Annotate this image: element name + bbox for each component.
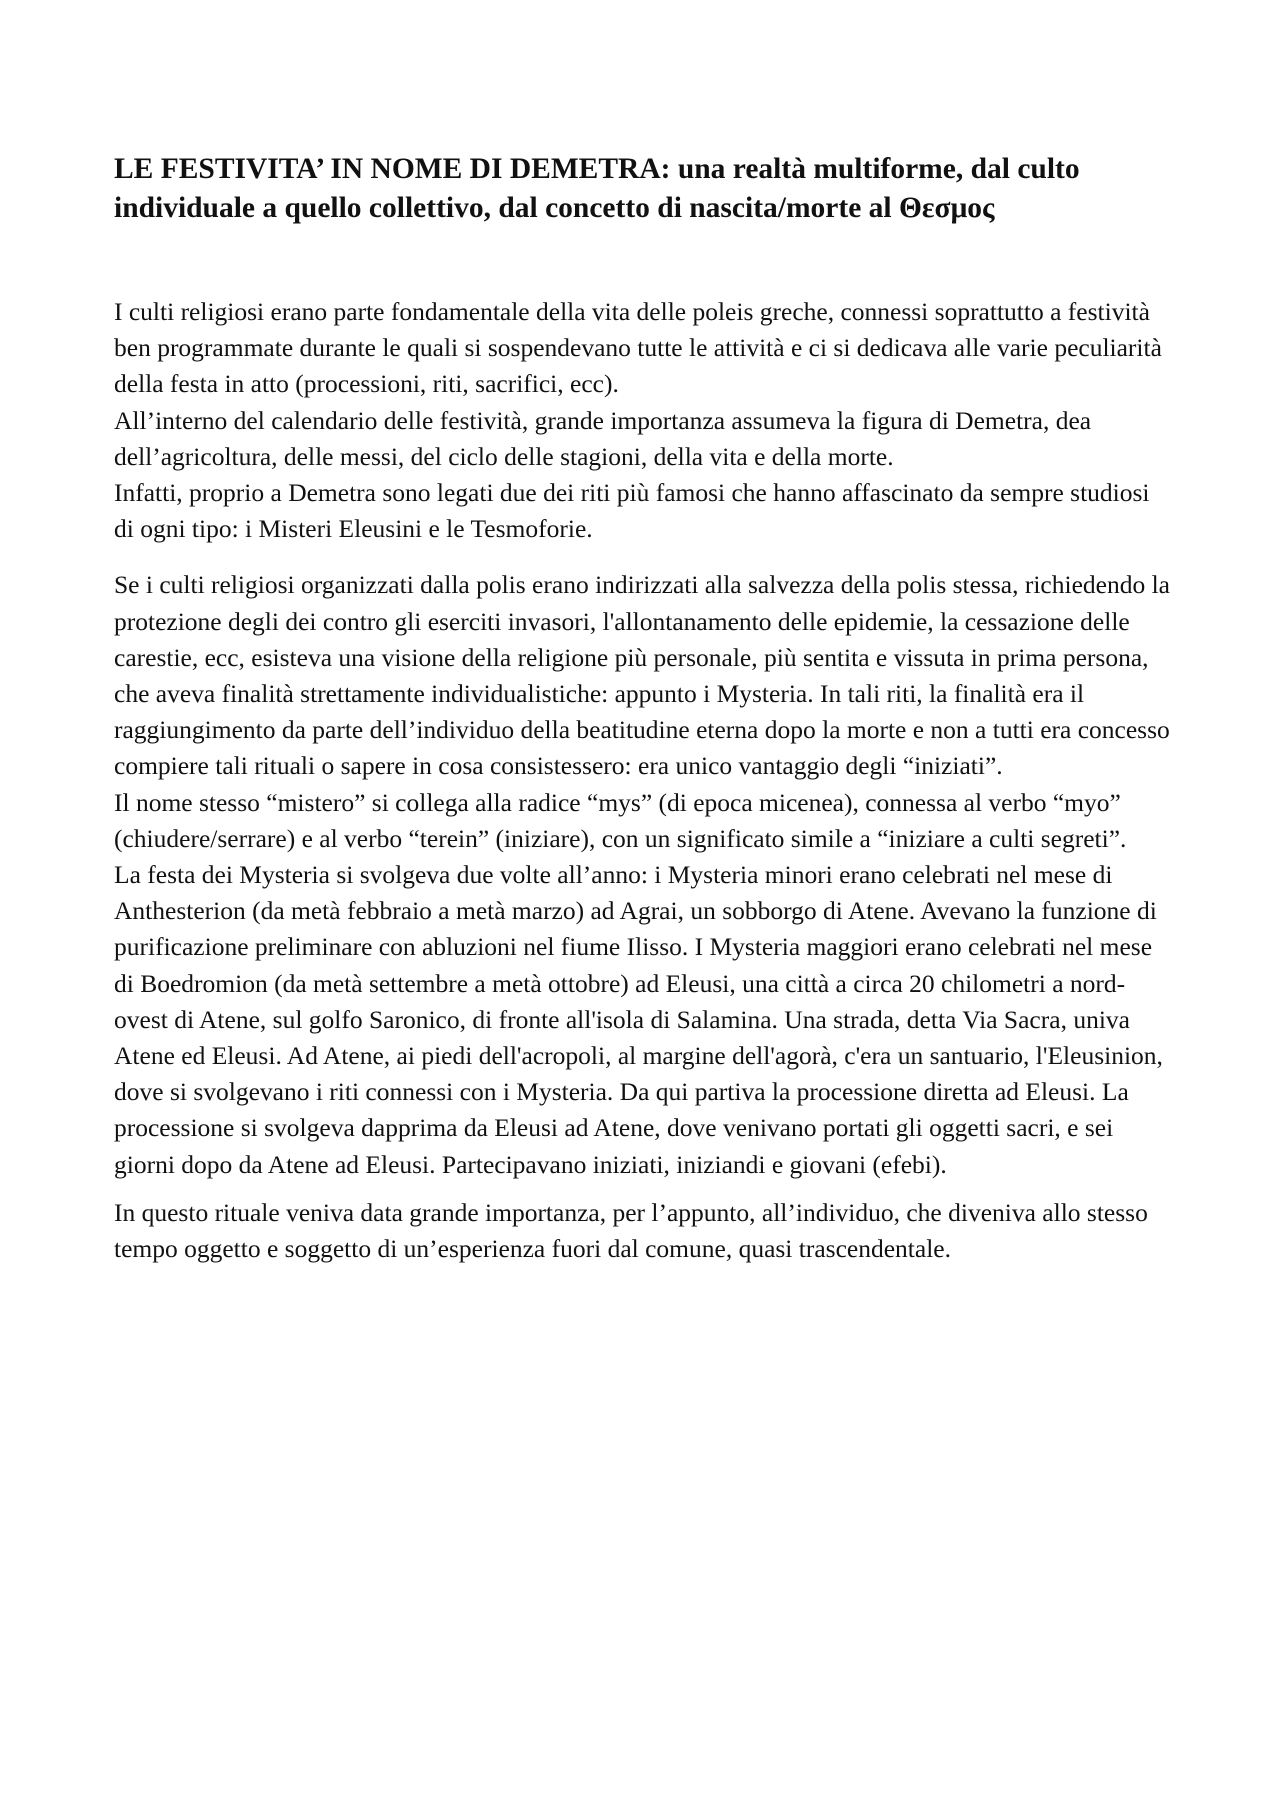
paragraph: I culti religiosi erano parte fondamentale della vita delle poleis greche, connessi soprattutto a festività ben programmate durante le quali si sospendevano tutte le attività e ci si dedicava alle varie peculiarità della festa in atto (processioni, riti, sacrifici, ecc). [114,297,1162,399]
paragraph: Se i culti religiosi organizzati dalla polis erano indirizzati alla salvezza della polis stessa, richiedendo la protezione degli dei contro gli eserciti invasori, l'allontanamento delle epidemie, la cessazione delle carestie, ecc, esisteva una visione della religione più personale, più sentita e vissuta in prima persona, che aveva finalità strettamente individualistiche: appunto i Mysteria. In tali riti, la finalità era il raggiungimento da parte dell’individuo della beatitudine eterna dopo la morte e non a tutti era concesso compiere tali rituali o sapere in cosa consistessero: era unico vantaggio degli “iniziati”. [114,570,1170,781]
document-page [114,150,1174,1267]
document-body [114,294,1174,1267]
document-title: LE FESTIVITA’ IN NOME DI DEMETRA: una realtà multiforme, dal culto individuale a quello collettivo, dal concetto di nascita/morte al Θεσμος [114,153,1080,224]
paragraph: Infatti, proprio a Demetra sono legati due dei riti più famosi che hanno affascinato da sempre studiosi di ogni tipo: i Misteri Eleusini e le Tesmoforie. [114,478,1150,544]
paragraph: All’interno del calendario delle festività, grande importanza assumeva la figura di Demetra, dea dell’agricoltura, delle messi, del ciclo delle stagioni, della vita e della morte. [114,405,1092,471]
paragraph: In questo rituale veniva data grande importanza, per l’appunto, all’individuo, che diveniva allo stesso tempo oggetto e soggetto di un’esperienza fuori dal comune, quasi trascendentale. [114,1197,1148,1264]
paragraph: La festa dei Mysteria si svolgeva due volte all’anno: i Mysteria minori erano celebrati nel mese di Anthesterion (da metà febbraio a metà marzo) ad Agrai, un sobborgo di Atene. Avevano la funzione di purificazione preliminare con abluzioni nel fiume Ilisso. I Mysteria maggiori erano celebrati nel mese di Boedromion (da metà settembre a metà ottobre) ad Eleusi, una città a circa 20 chilometri a nord-ovest di Atene, sul golfo Saronico, di fronte all'isola di Salamina. Una strada, detta Via Sacra, univa Atene ed Eleusi. Ad Atene, ai piedi dell'acropoli, al margine dell'agorà, c'era un santuario, l'Eleusinion, dove si svolgevano i riti connessi con i Mysteria. Da qui partiva la processione diretta ad Eleusi. La processione si svolgeva dapprima da Eleusi ad Atene, dove venivano portati gli oggetti sacri, e sei giorni dopo da Atene ad Eleusi. Partecipavano iniziati, iniziandi e giovani (efebi). [114,860,1163,1179]
paragraph: Il nome stesso “mistero” si collega alla radice “mys” (di epoca micenea), connessa al verbo “myo” (chiudere/serrare) e al verbo “terein” (iniziare), con un significato simile a “iniziare a culti segreti”. [114,787,1127,853]
